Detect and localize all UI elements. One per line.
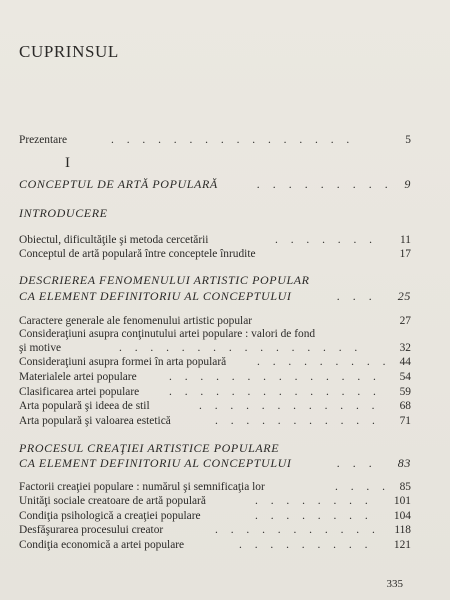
toc-entry: [19, 134, 411, 147]
toc-entry-label: CONCEPTUL DE ARTĂ POPULARĂ: [19, 177, 218, 191]
toc-entry: [19, 356, 411, 369]
leader-dots: . . . . . . . . . . . . . .: [169, 371, 381, 383]
leader-dots: . . . . . . . . .: [257, 177, 393, 191]
toc-entry-page: 25: [397, 289, 411, 303]
toc-entry-label: Condiţia economică a artei populare: [19, 539, 185, 551]
toc-entry-label: Caractere generale ale fenomenului artistic popular: [19, 315, 253, 327]
leader-dots: . . . . . . . .: [255, 495, 373, 507]
toc-entry-label: Conceptul de artă populară între conceptele înrudite: [19, 248, 256, 260]
toc-entry-label: Consideraţiuni asupra formei în arta populară: [19, 356, 227, 368]
toc-entry-page: 104: [393, 510, 411, 522]
toc-entry-label: CA ELEMENT DEFINITORIU AL CONCEPTULUI: [19, 289, 292, 303]
part-number: I: [65, 155, 70, 171]
toc-heading: [19, 207, 411, 220]
toc-entry-label: Factorii creaţiei populare : numărul şi semnificaţia lor: [19, 481, 265, 493]
toc-entry: [19, 371, 411, 384]
toc-entry-label: Arta populară şi ideea de stil: [19, 400, 150, 412]
toc-entry: [19, 510, 411, 523]
toc-entry-label: Prezentare: [19, 134, 68, 146]
page-title: CUPRINSUL: [19, 42, 119, 61]
toc-entry: [19, 400, 411, 413]
toc-entry-page: 44: [399, 356, 411, 368]
toc-entry-page: 85: [399, 481, 411, 493]
toc-entry: [19, 274, 411, 287]
leader-dots: . . .: [337, 456, 377, 470]
toc-entry-page: 27: [399, 315, 411, 327]
toc-entry-page: 9: [404, 177, 411, 191]
leader-dots: . . .: [337, 289, 377, 303]
toc-entry-page: 11: [400, 234, 411, 246]
leader-dots: . . . .: [335, 481, 390, 493]
toc-entry-page: 71: [399, 415, 411, 427]
toc-entry: [19, 442, 411, 455]
toc-entry-label: şi motive: [19, 342, 62, 354]
toc-entry-label: Unităţi sociale creatoare de artă populară: [19, 495, 206, 507]
toc-entry-label: PROCESUL CREAŢIEI ARTISTICE POPULARE: [19, 441, 280, 455]
leader-dots: . . . . . . . . . . .: [215, 524, 380, 536]
toc-entry-label: Obiectul, dificultăţile şi metoda cercetării: [19, 234, 209, 246]
toc-entry: [19, 415, 411, 428]
toc-entry-page: 121: [393, 539, 411, 551]
toc-entry-page: 68: [399, 400, 411, 412]
toc-entry-page: 101: [393, 495, 411, 507]
toc-entry: [19, 290, 411, 303]
leader-dots: . . . . . . . .: [255, 510, 373, 522]
toc-entry-label: Consideraţiuni asupra conţinutului artei populare : valori de fond: [19, 328, 316, 340]
toc-entry: [19, 178, 411, 191]
toc-entry-label: INTRODUCERE: [19, 206, 108, 220]
toc-entry-label: Desfăşurarea procesului creator: [19, 524, 164, 536]
toc-entry: [19, 457, 411, 470]
toc-entry: [19, 524, 411, 537]
page-number: 335: [386, 578, 403, 590]
toc-entry-page: 5: [405, 134, 411, 146]
toc-entry-page: 17: [399, 248, 411, 260]
toc-entry-label: Clasificarea artei populare: [19, 386, 140, 398]
leader-dots: . . . . . . . . . . . . . .: [169, 386, 381, 398]
toc-entry-label: CA ELEMENT DEFINITORIU AL CONCEPTULUI: [19, 456, 292, 470]
toc-entry-page: 32: [399, 342, 411, 354]
toc-entry: [19, 234, 411, 247]
toc-entry-label: Arta populară şi valoarea estetică: [19, 415, 171, 427]
toc-entry-label: DESCRIEREA FENOMENULUI ARTISTIC POPULAR: [19, 273, 310, 287]
leader-dots: . . . . . . . . . . . . . . . .: [111, 134, 355, 146]
leader-dots: . . . . . . . . .: [239, 539, 373, 551]
toc-entry: [19, 539, 411, 552]
toc-entry: [19, 495, 411, 508]
toc-entry: [19, 328, 411, 341]
toc-entry-page: 54: [399, 371, 411, 383]
toc-entry: [19, 342, 411, 355]
toc-entry-label: Materialele artei populare: [19, 371, 137, 383]
leader-dots: . . . . . . . . . . .: [215, 415, 380, 427]
toc-entry: [19, 315, 411, 328]
toc-entry: [19, 481, 411, 494]
toc-entry: [19, 386, 411, 399]
toc-entry-page: 118: [394, 524, 411, 536]
leader-dots: . . . . . . . . . . . .: [199, 400, 380, 412]
toc-entry-label: Condiţia psihologică a creaţiei populare: [19, 510, 201, 522]
toc-entry-page: 83: [397, 456, 411, 470]
toc-entry-page: 59: [399, 386, 411, 398]
toc-entry: [19, 248, 411, 261]
leader-dots: . . . . . . . . .: [257, 356, 391, 368]
leader-dots: . . . . . . . . . . . . . . . .: [119, 342, 363, 354]
leader-dots: . . . . . . .: [275, 234, 378, 246]
